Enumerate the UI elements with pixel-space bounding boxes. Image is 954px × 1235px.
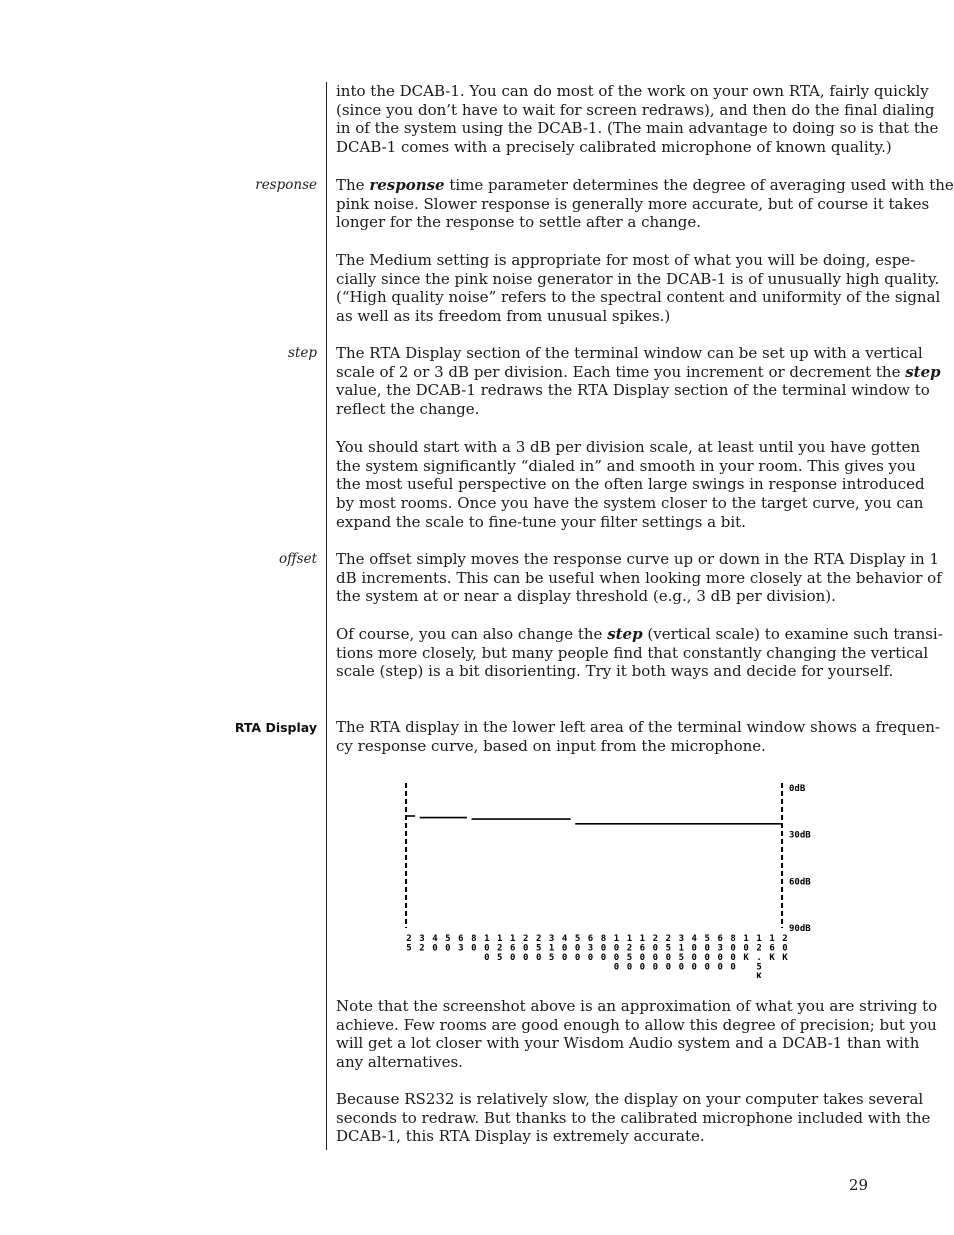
rta-frequency-label: 5 0 0 — [574, 934, 581, 963]
rta-frequency-label: 6 3 0 0 — [717, 934, 723, 973]
paragraph-offset: The offset simply moves the response curve up or down in the RTA Display in 1 dB increments. This can be useful when looking more closely at the behavior of the system at or near a display threshold (e.g., 3 dB per division). — [336, 550, 942, 606]
rta-y-tick-label: 60dB — [789, 877, 811, 888]
margin-label-response: response — [255, 177, 317, 193]
rta-frequency-label: 6 3 — [458, 934, 464, 954]
rta-frequency-label: 5 0 0 0 — [704, 934, 710, 973]
rta-frequency-label: 4 0 — [432, 934, 438, 954]
term-step: step — [905, 362, 941, 381]
paragraph-medium-setting: The Medium setting is appropriate for most of what you will be doing, espe- cially since the pink noise generator in the DCAB-1 is of unusually high quality. (“High quality noise” refers to the spectral content and uniformity of the signal as well as its freedom from unusual spikes.) — [336, 251, 941, 326]
column-rule — [326, 82, 327, 1150]
rta-frequency-label: 3 1 5 0 — [678, 934, 684, 973]
rta-frequency-label: 2 0 0 0 — [652, 934, 659, 973]
rta-frequency-label: 2 0 K — [782, 934, 788, 963]
rta-frequency-label: 2 5 0 — [535, 934, 542, 963]
paragraph-step: The RTA Display section of the terminal window can be set up with a vertical scale of 2 or 3 dB per division. Each time you increment or decrement the step value, the DCAB-1 redraws the RTA Display section of the terminal window to reflect the change. — [336, 344, 941, 419]
term-step-2: step — [607, 625, 643, 643]
rta-frequency-label: 8 0 — [471, 934, 477, 954]
margin-label-offset: offset — [278, 551, 317, 567]
margin-label-rta-display: RTA Display — [234, 720, 317, 735]
rta-frequency-label: 2 5 — [406, 934, 412, 954]
paragraph-screenshot-note: Note that the screenshot above is an approximation of what you are striving to achieve. Few rooms are good enough to allow this degree of precision; but you will get a lot closer with your Wisdom Audio system and a DCAB-1 than with any alternatives. — [336, 997, 938, 1072]
paragraph-response: The response time parameter determines the degree of averaging used with the pink noise. Slower response is generally more accurate, but of course it takes longer for the response to settle after a change. — [336, 176, 954, 232]
paragraph-scale-advice: You should start with a 3 dB per division scale, at least until you have gotten the system significantly “dialed in” and smooth in your room. This gives you the most useful perspective on the often large swings in response introduced by most rooms. Once you have the system closer to the target curve, you can expand the scale to fine-tune your filter settings a bit. — [336, 438, 925, 531]
rta-frequency-label: 1 2 . 5 K — [756, 934, 762, 978]
paragraph-intro: into the DCAB-1. You can do most of the work on your own RTA, fairly quickly (since you don’t have to wait for screen redraws), and then do the final dialing in of the system using the DCAB-1. (The main advantage to doing so is that the DCAB-1 comes with a precisely calibrated microphone of known quality.) — [336, 82, 939, 157]
rta-y-tick-label: 0dB — [789, 784, 806, 794]
rta-frequency-label: 8 0 0 0 — [730, 934, 736, 973]
rta-frequency-label: 2 0 0 — [522, 934, 529, 963]
rta-frequency-label: 1 6 0 0 — [639, 934, 646, 973]
rta-frequency-label: 1 2 5 — [497, 934, 503, 963]
rta-frequency-label: 5 0 — [445, 934, 451, 954]
rta-frequency-label: 2 5 0 0 — [665, 934, 672, 973]
paragraph-vertical-scale: Of course, you can also change the step (vertical scale) to examine such transi- tions more closely, but many people find that constantly changing the vertical scale (step) is a bit disorienting. Try it both ways and decide for yourself. — [336, 625, 943, 681]
rta-frequency-label: 1 0 0 — [484, 934, 490, 963]
rta-y-tick-label: 30dB — [789, 830, 811, 841]
rta-frequency-label: 1 0 0 0 — [613, 934, 620, 973]
rta-frequency-label: 4 0 0 — [561, 934, 568, 963]
page-number: 29 — [848, 1176, 868, 1194]
rta-frequency-label: 6 3 0 — [587, 934, 594, 963]
rta-frequency-label: 8 0 0 — [600, 934, 607, 963]
rta-y-tick-label: 90dB — [789, 924, 811, 934]
rta-frequency-label: 1 6 K — [769, 934, 775, 963]
rta-frequency-label: 3 1 5 — [548, 934, 555, 963]
rta-display-chart — [396, 778, 816, 978]
rta-frequency-label: 4 0 0 0 — [691, 934, 697, 973]
term-response: response — [369, 176, 445, 194]
rta-frequency-label: 3 2 — [419, 934, 425, 954]
rta-frequency-label: 1 0 K — [743, 934, 749, 963]
paragraph-rta-display: The RTA display in the lower left area of the terminal window shows a frequen- cy response curve, based on input from the microphone. — [336, 718, 940, 755]
rta-frequency-label: 1 6 0 — [510, 934, 516, 963]
paragraph-rs232: Because RS232 is relatively slow, the display on your computer takes several seconds to redraw. But thanks to the calibrated microphone included with the DCAB-1, this RTA Display is extremely accurate. — [336, 1090, 931, 1146]
rta-frequency-label: 1 2 5 0 — [626, 934, 633, 973]
margin-label-step: step — [288, 345, 317, 361]
